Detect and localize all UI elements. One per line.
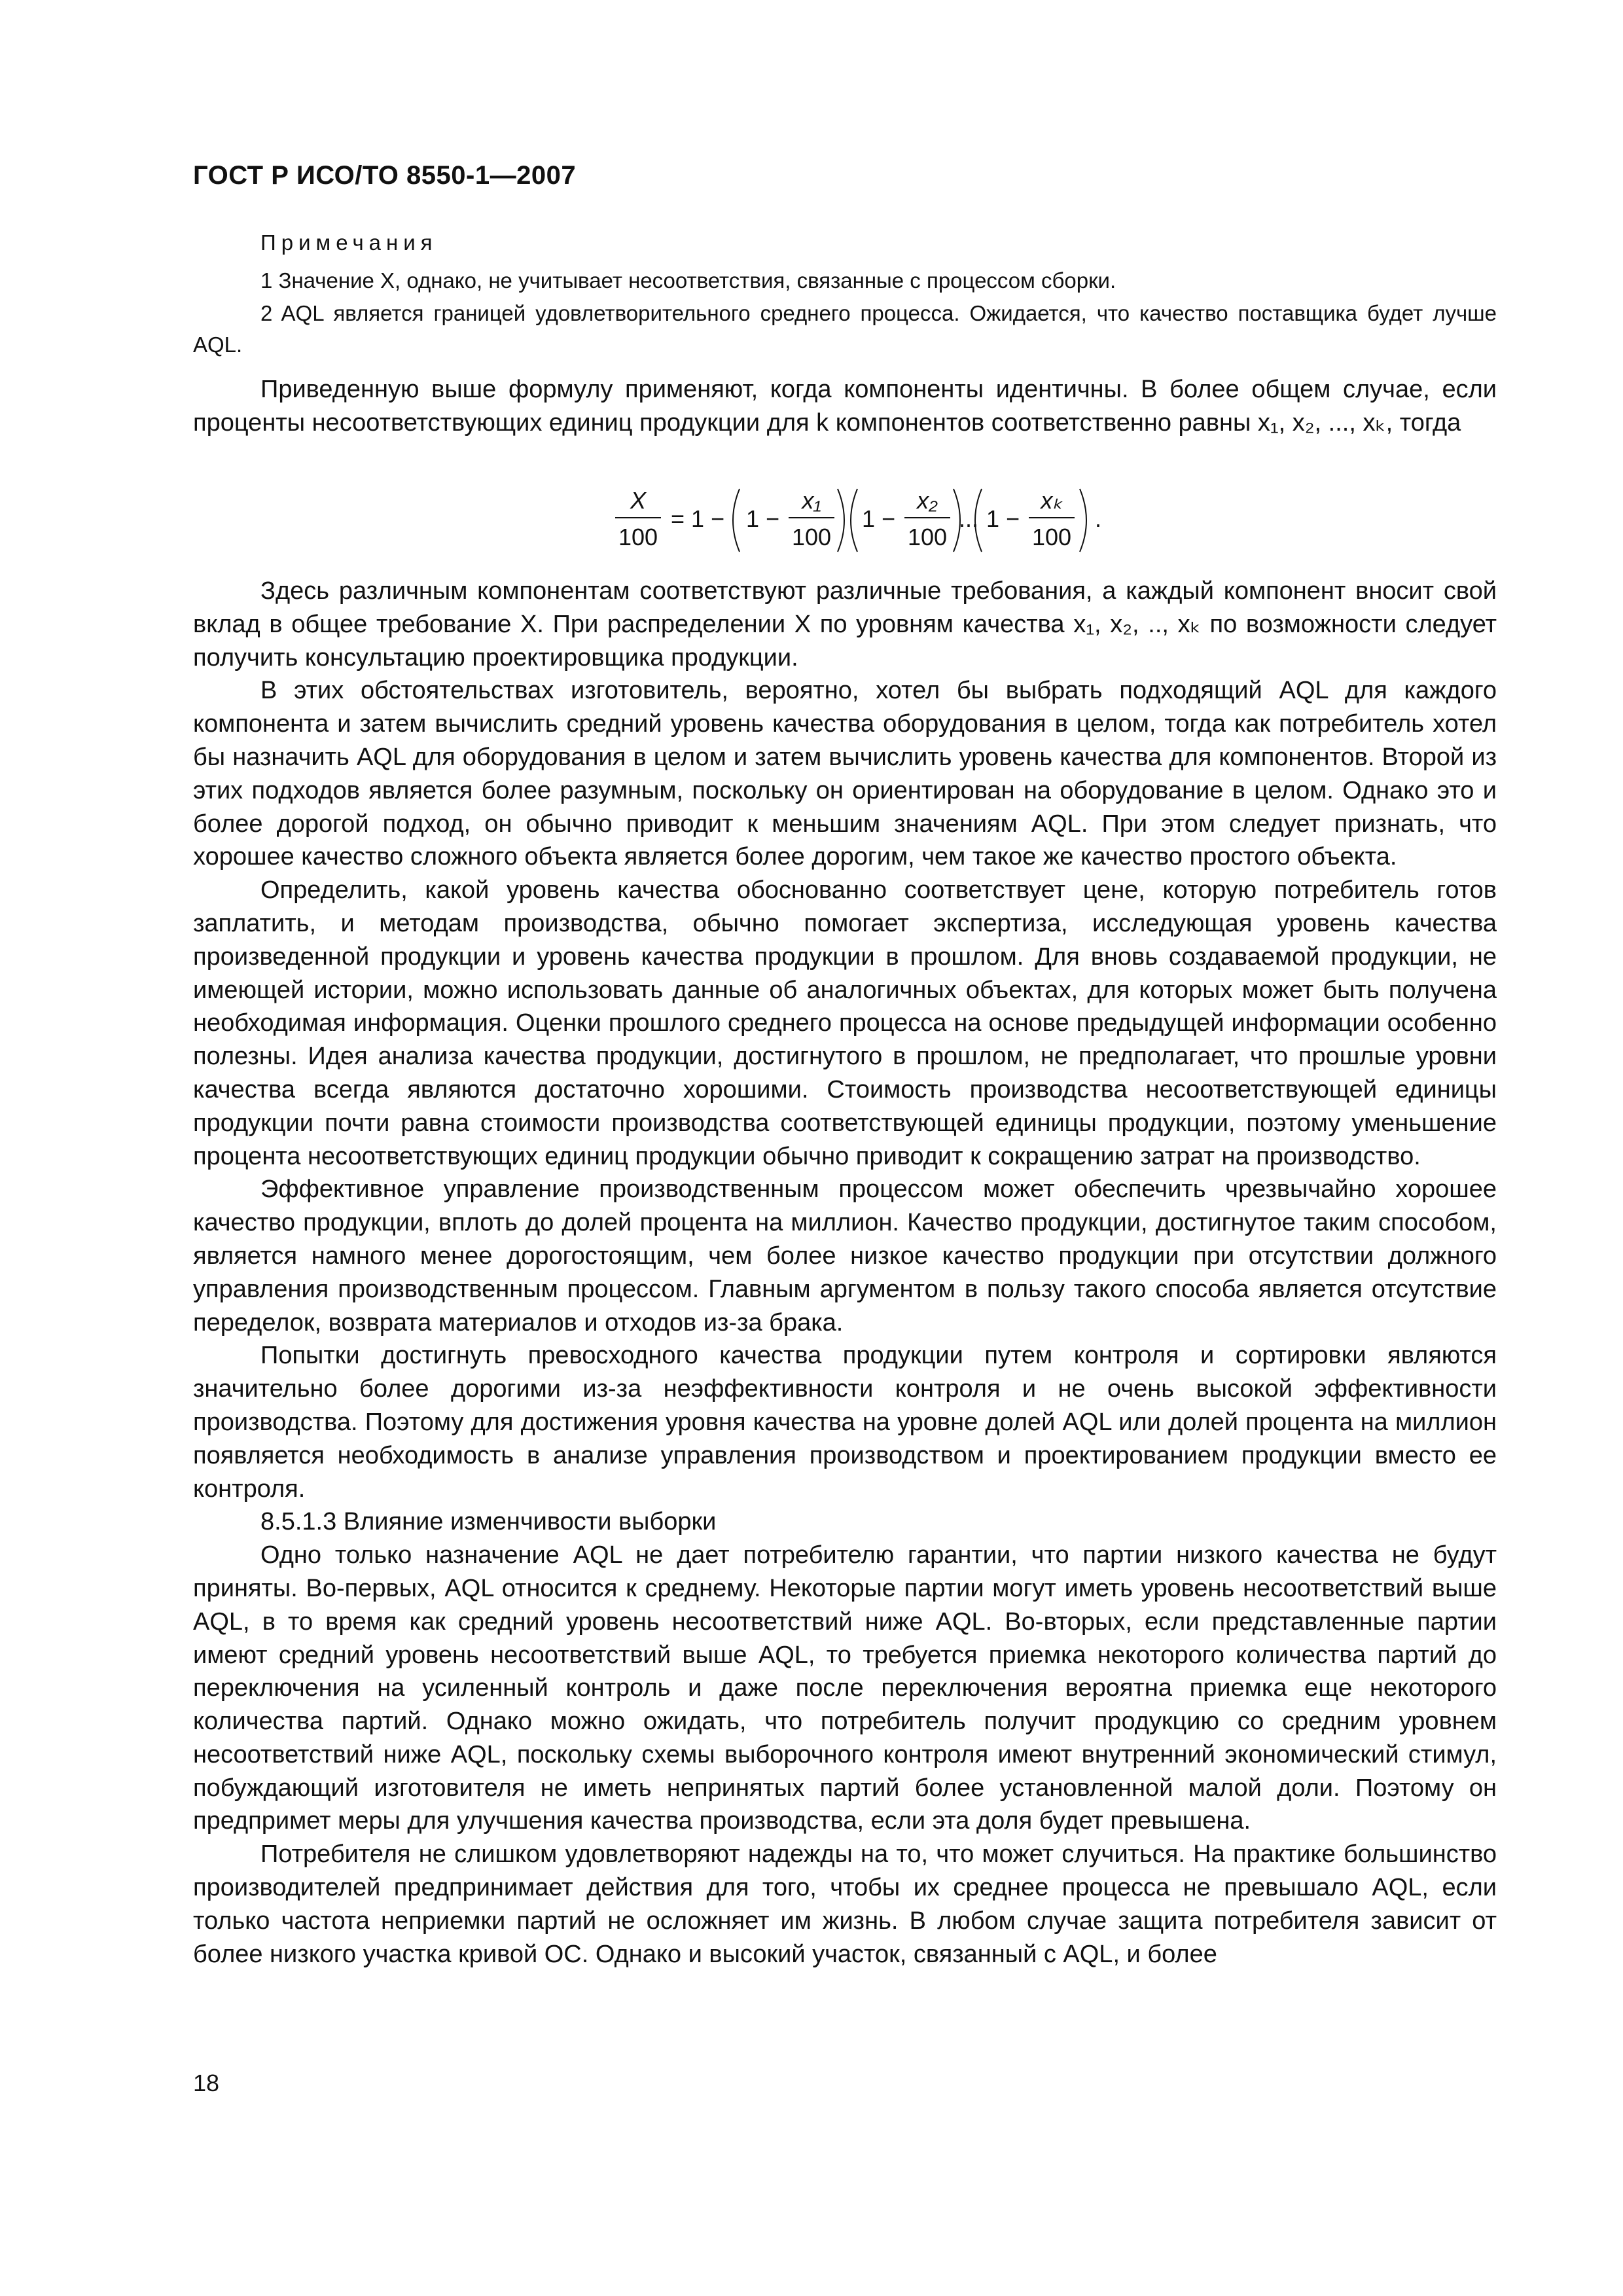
paragraph-aql-guarantee: Одно только назначение AQL не дает потребителю гарантии, что партии низкого качества не будут приняты. Во-первых, AQL относится к среднему. Некоторые партии могут иметь уровень несоответствий выше AQL, в то время как средний уровень несоответствий ниже AQL. Во-вторых, если представленные партии имеют средний уровень несоответствий выше AQL, то требуется приемка некоторого количества партий до переключения на усиленный контроль и даже после переключения вероятна приемка еще некоторого количества партий. Однако можно ожидать, что потребитель получит продукцию со средним уровнем несоответствий ниже AQL, поскольку схемы выборочного контроля имеют внутренний экономический стимул, побуждающий изготовителя не иметь непринятых партий более установленной малой доли. Поэтому он предпримет меры для улучшения качества производства, если эта доля будет превышена. xyxy=(193,1541,1497,1835)
formula-equals-one: = 1 − xyxy=(671,505,725,532)
note-1: 1 Значение X, однако, не учитывает несоответствия, связанные с процессом сборки. xyxy=(260,268,1116,293)
formula-lhs-numerator: X xyxy=(630,487,647,514)
notes-title: Примечания xyxy=(260,230,438,255)
main-text xyxy=(193,575,1497,1971)
note-2: 2 AQL является границей удовлетворительного среднего процесса. Ожидается, что качество поставщика будет лучше AQL. xyxy=(193,301,1497,357)
product-formula xyxy=(612,481,1109,560)
formula-xk: xₖ xyxy=(1041,487,1063,514)
formula-paren-1-right xyxy=(838,489,844,552)
intro-paragraph: Приведенную выше формулу применяют, когда компоненты идентичны. В более общем случае, если проценты несоответствующих единиц продукции для k компонентов соответственно равны x₁, x₂, ..., xₖ, тогда xyxy=(193,376,1497,437)
document-header: ГОСТ Р ИСО/ТО 8550-1—2007 xyxy=(193,161,577,190)
formula-one-k: 1 − xyxy=(986,505,1020,532)
formula-paren-outer-right xyxy=(1080,489,1086,552)
paragraph-consumer: Потребителя не слишком удовлетворяют надежды на то, что может случиться. На практике большинство производителей предпринимает действия для того, чтобы их среднее процесса не превышало AQL, если только частота неприемки партий не осложняет им жизнь. В любом случае защита потребителя зависит от более низкого участка кривой ОС. Однако и высокий участок, связанный с AQL, и более xyxy=(193,1840,1497,1968)
intro-block xyxy=(193,373,1497,440)
formula-x2: x₂ xyxy=(917,487,938,514)
page-number: 18 xyxy=(193,2070,220,2096)
section-heading: 8.5.1.3 Влияние изменчивости выборки xyxy=(260,1508,717,1536)
paragraph-manufacturer: В этих обстоятельствах изготовитель, вероятно, хотел бы выбрать подходящий AQL для каждого компонента и затем вычислить средний уровень качества оборудования в целом, тогда как потребитель хотел бы назначить AQL для оборудования в целом и затем вычислить уровень качества для компонентов. Второй из этих подходов является более разумным, поскольку он ориентирован на оборудование в целом. Однако это и более дорогой подход, он обычно приводит к меньшим значениям AQL. При этом следует признать, что хорошее качество сложного объекта является более дорогим, чем такое же качество простого объекта. xyxy=(193,677,1497,871)
paragraph-inspection: Попытки достигнуть превосходного качества продукции путем контроля и сортировки являются значительно более дорогими из-за неэффективности контроля и не очень высокой эффективности производства. Поэтому для достижения уровня качества на уровне долей AQL или долей процента на миллион появляется необходимость в анализе управления производством и проектированием продукции вместо ее контроля. xyxy=(193,1342,1497,1503)
formula-dots: ... xyxy=(959,505,979,532)
formula-paren-2-left xyxy=(851,489,857,552)
paragraph-quality-level: Определить, какой уровень качества обоснованно соответствует цене, которую потребитель готов заплатить, и методам производства, обычно помогает экспертиза, исследующая уровень качества произведенной продукции и уровень качества продукции в прошлом. Для вновь создаваемой продукции, не имеющей истории, можно использовать данные об аналогичных объектах, для которых может быть получена необходимая информация. Оценки прошлого среднего процесса на основе предыдущей информации особенно полезны. Идея анализа качества продукции, достигнутого в прошлом, не предполагает, что прошлые уровни качества всегда являются достаточно хорошими. Стоимость производства несоответствующей единицы продукции почти равна стоимости производства соответствующей единицы продукции, поэтому уменьшение процента несоответствующих единиц продукции обычно приводит к сокращению затрат на производство. xyxy=(193,876,1497,1170)
formula-one-1: 1 − xyxy=(746,505,780,532)
formula-x1: x₁ xyxy=(802,487,821,514)
formula-lhs-denominator: 100 xyxy=(618,524,658,550)
formula-den-2: 100 xyxy=(907,524,948,550)
formula-den-1: 100 xyxy=(791,524,832,550)
paragraph-process-control: Эффективное управление производственным процессом может обеспечить чрезвычайно хорошее качество продукции, вплоть до долей процента на миллион. Качество продукции, достигнутое таким способом, является намного менее дорогостоящим, чем более низкое качество продукции при отсутствии должного управления производственным процессом. Главным аргументом в пользу такого способа является отсутствие переделок, возврата материалов и отходов из-за брака. xyxy=(193,1175,1497,1336)
formula-paren-outer-left xyxy=(733,489,740,552)
formula-period: . xyxy=(1095,505,1102,532)
formula-den-k: 100 xyxy=(1031,524,1072,550)
paragraph-components: Здесь различным компонентам соответствуют различные требования, а каждый компонент вносит свой вклад в общее требование X. При распределении X по уровням качества x₁, x₂, .., xₖ по возможности следует получить консультацию проектировщика продукции. xyxy=(193,577,1497,672)
formula-one-2: 1 − xyxy=(862,505,896,532)
